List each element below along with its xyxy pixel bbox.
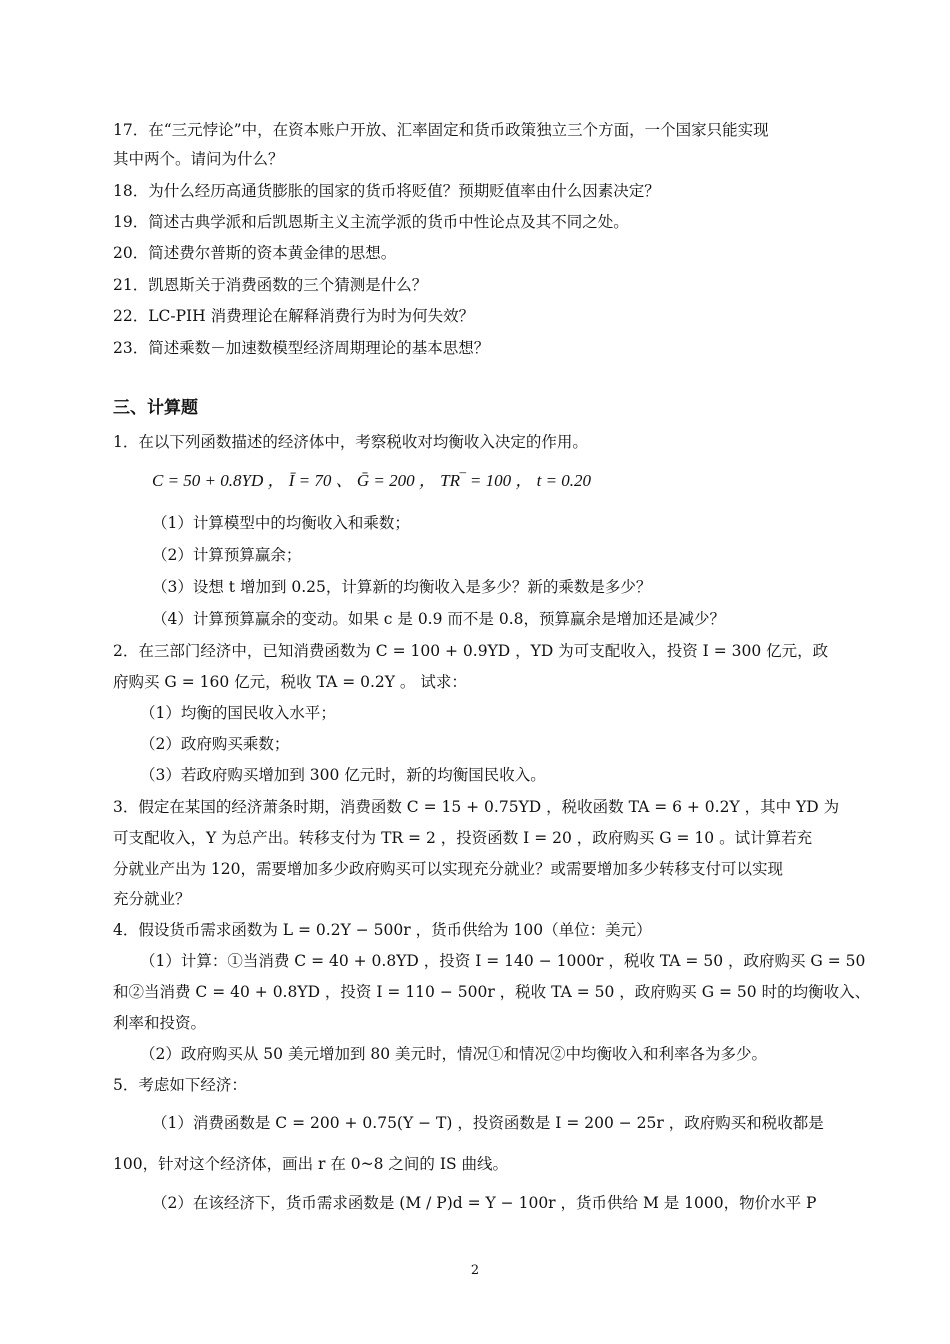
- problem-1-item-3: （3）设想 t 增加到 0.25，计算新的均衡收入是多少？新的乘数是多少？: [152, 578, 652, 596]
- question-21: 21．凯恩斯关于消费函数的三个猜测是什么？: [113, 276, 428, 294]
- problem-4-line-4: 利率和投资。: [113, 1014, 207, 1032]
- problem-3-line-1: 3．假定在某国的经济萧条时期，消费函数 C = 15 + 0.75YD ，税收函数 TA = 6 + 0.2Y ，其中 YD 为: [113, 798, 840, 816]
- page-number: 2: [470, 1263, 480, 1278]
- question-18: 18．为什么经历高通货膨胀的国家的货币将贬值？预期贬值率由什么因素决定？: [113, 182, 660, 200]
- problem-3-line-3: 分就业产出为 120，需要增加多少政府购买可以实现充分就业？或需要增加多少转移支付可以实现: [113, 860, 784, 878]
- problem-5-line-4: （2）在该经济下，货币需求函数是 (M / P)d = Y − 100r ，货币供给 M 是 1000，物价水平 P: [152, 1194, 817, 1212]
- section-title: 三、计算题: [113, 398, 198, 418]
- question-20: 20．简述费尔普斯的资本黄金律的思想。: [113, 244, 397, 262]
- problem-1-item-2: （2）计算预算赢余；: [152, 546, 302, 564]
- question-23: 23．简述乘数－加速数模型经济周期理论的基本思想？: [113, 339, 490, 357]
- problem-2-item-2: （2）政府购买乘数；: [140, 735, 290, 753]
- problem-1-item-4: （4）计算预算赢余的变动。如果 c 是 0.9 而不是 0.8，预算赢余是增加还是减少？: [152, 610, 725, 628]
- problem-1-equation: C = 50 + 0.8YD ， Ī = 70 、 Ḡ = 200 ， TR‾ = 100 ， t = 0.20: [152, 471, 592, 490]
- problem-2-item-3: （3）若政府购买增加到 300 亿元时，新的均衡国民收入。: [140, 766, 546, 784]
- problem-1-intro: 1．在以下列函数描述的经济体中，考察税收对均衡收入决定的作用。: [113, 433, 588, 451]
- problem-5-line-3: 100，针对这个经济体，画出 r 在 0~8 之间的 IS 曲线。: [113, 1155, 509, 1173]
- problem-3-line-2: 可支配收入，Y 为总产出。转移支付为 TR = 2 ，投资函数 I = 20 ，政府购买 G = 10 。试计算若充: [113, 829, 813, 847]
- problem-1-item-1: （1）计算模型中的均衡收入和乘数；: [152, 514, 410, 532]
- problem-4-line-2: （1）计算：①当消费 C = 40 + 0.8YD ，投资 I = 140 − 1000r ，税收 TA = 50 ，政府购买 G = 50: [140, 952, 866, 970]
- problem-3-line-4: 充分就业？: [113, 890, 191, 908]
- problem-4-line-1: 4．假设货币需求函数为 L = 0.2Y − 500r ，货币供给为 100（单位：美元）: [113, 921, 652, 939]
- problem-4-line-5: （2）政府购买从 50 美元增加到 80 美元时，情况①和情况②中均衡收入和利率各为多少。: [140, 1045, 768, 1063]
- question-17-line-2: 其中两个。请问为什么？: [113, 150, 284, 168]
- problem-5-line-2: （1）消费函数是 C = 200 + 0.75(Y − T) ，投资函数是 I = 200 − 25r ，政府购买和税收都是: [152, 1114, 824, 1132]
- problem-5-line-1: 5．考虑如下经济：: [113, 1076, 247, 1094]
- problem-4-line-3: 和②当消费 C = 40 + 0.8YD ，投资 I = 110 − 500r ，税收 TA = 50 ，政府购买 G = 50 时的均衡收入、: [113, 983, 871, 1001]
- problem-2-line-2: 府购买 G = 160 亿元，税收 TA = 0.2Y 。 试求：: [113, 673, 467, 691]
- question-17-line-1: 17．在“三元悖论”中，在资本账户开放、汇率固定和货币政策独立三个方面，一个国家只能实现: [113, 121, 769, 139]
- question-19: 19．简述古典学派和后凯恩斯主义主流学派的货币中性论点及其不同之处。: [113, 213, 629, 231]
- problem-2-line-1: 2．在三部门经济中，已知消费函数为 C = 100 + 0.9YD ，YD 为可支配收入，投资 I = 300 亿元，政: [113, 642, 829, 660]
- question-22: 22．LC-PIH 消费理论在解释消费行为时为何失效？: [113, 307, 475, 325]
- problem-2-item-1: （1）均衡的国民收入水平；: [140, 704, 336, 722]
